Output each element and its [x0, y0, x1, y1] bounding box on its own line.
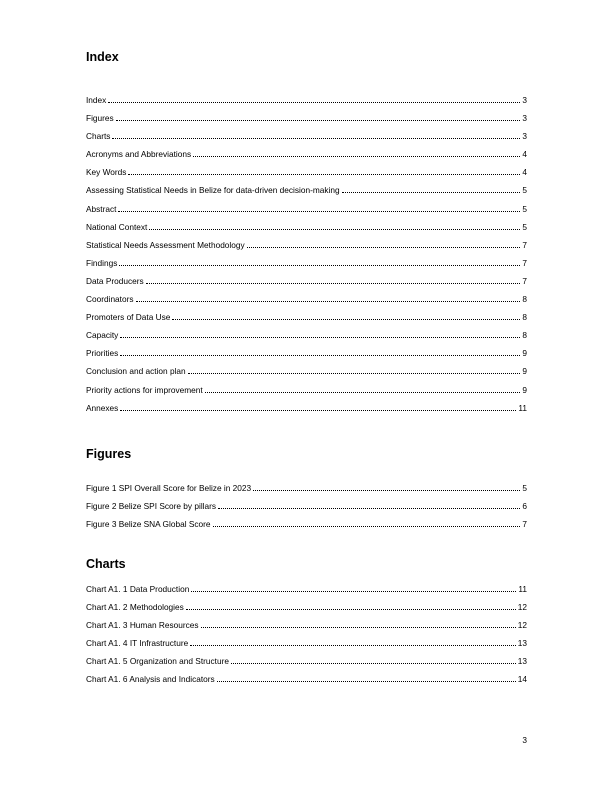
toc-entry-label: Priorities: [86, 348, 119, 359]
toc-entry-page-number: 8: [522, 330, 527, 341]
toc-entry-page-number: 9: [522, 366, 527, 377]
toc-entry[interactable]: [86, 185, 527, 203]
dot-leader: [193, 149, 520, 157]
toc-entry-label: Coordinators: [86, 294, 134, 305]
toc-entry-page-number: 7: [522, 519, 527, 530]
toc-entry-label: Annexes: [86, 402, 119, 413]
toc-entry-page-number: 7: [522, 257, 527, 268]
toc-entry-page-number: 5: [522, 185, 527, 196]
toc-entry-label: Figure 3 Belize SNA Global Score: [86, 519, 211, 530]
toc-entry[interactable]: [86, 113, 527, 131]
toc-entry-label: Chart A1. 1 Data Production: [86, 584, 190, 594]
toc-entry[interactable]: [86, 276, 527, 294]
toc-entry-label: National Context: [86, 221, 148, 232]
dot-leader: [247, 240, 521, 248]
toc-entry-page-number: 3: [522, 131, 527, 142]
toc-entry-page-number: 7: [522, 239, 527, 250]
dot-leader: [146, 276, 521, 284]
toc-entry-page-number: 11: [518, 584, 527, 594]
toc-entry[interactable]: [86, 294, 527, 312]
dot-leader: [120, 403, 516, 411]
toc-entry-label: Charts: [86, 131, 111, 142]
dot-leader: [119, 258, 520, 266]
page-number: 3: [522, 735, 527, 745]
toc-entry-page-number: 5: [522, 483, 527, 493]
toc-entry-label: Chart A1. 4 IT Infrastructure: [86, 638, 189, 649]
dot-leader: [253, 483, 520, 491]
charts-list: [86, 584, 527, 693]
dot-leader: [188, 366, 521, 374]
dot-leader: [120, 330, 520, 338]
dot-leader: [213, 519, 521, 527]
toc-entry[interactable]: [86, 403, 527, 421]
dot-leader: [118, 204, 520, 212]
dot-leader: [186, 602, 516, 610]
toc-entry[interactable]: [86, 602, 527, 620]
toc-entry[interactable]: [86, 95, 527, 113]
toc-entry-label: Conclusion and action plan: [86, 366, 186, 377]
dot-leader: [136, 294, 521, 302]
toc-entry-page-number: 5: [522, 221, 527, 232]
toc-entry-label: Priority actions for improvement: [86, 384, 203, 395]
charts-heading: Charts: [86, 557, 126, 571]
toc-entry-page-number: 14: [517, 674, 527, 685]
dot-leader: [120, 348, 520, 356]
toc-entry-page-number: 4: [522, 149, 527, 160]
toc-entry-label: Figure 2 Belize SPI Score by pillars: [86, 501, 217, 512]
toc-entry[interactable]: [86, 149, 527, 167]
toc-entry-label: Chart A1. 3 Human Resources: [86, 620, 199, 631]
dot-leader: [149, 222, 520, 230]
toc-entry[interactable]: [86, 167, 527, 185]
toc-entry[interactable]: [86, 483, 527, 501]
toc-entry-page-number: 3: [522, 95, 527, 105]
dot-leader: [108, 95, 520, 103]
toc-entry[interactable]: [86, 638, 527, 656]
dot-leader: [190, 638, 516, 646]
toc-entry[interactable]: [86, 312, 527, 330]
toc-entry-label: Promoters of Data Use: [86, 312, 171, 323]
toc-entry-label: Figure 1 SPI Overall Score for Belize in 2023: [86, 483, 252, 493]
toc-entry[interactable]: [86, 348, 527, 366]
toc-entry-label: Data Producers: [86, 275, 144, 286]
toc-entry[interactable]: [86, 330, 527, 348]
toc-entry-page-number: 8: [522, 312, 527, 323]
dot-leader: [116, 113, 521, 121]
toc-entry-page-number: 6: [522, 501, 527, 512]
toc-entry[interactable]: [86, 620, 527, 638]
dot-leader: [217, 674, 516, 682]
dot-leader: [205, 385, 521, 393]
dot-leader: [128, 167, 520, 175]
toc-entry-page-number: 5: [522, 203, 527, 214]
toc-entry-label: Index: [86, 95, 107, 105]
toc-entry-page-number: 11: [518, 402, 527, 413]
dot-leader: [201, 620, 516, 628]
toc-entry-label: Capacity: [86, 330, 119, 341]
toc-entry-page-number: 12: [517, 602, 527, 613]
toc-entry[interactable]: [86, 519, 527, 537]
toc-entry[interactable]: [86, 385, 527, 403]
dot-leader: [191, 584, 516, 592]
toc-entry[interactable]: [86, 131, 527, 149]
toc-entry-page-number: 13: [517, 638, 527, 649]
dot-leader: [172, 312, 520, 320]
toc-entry[interactable]: [86, 204, 527, 222]
toc-entry-page-number: 7: [522, 275, 527, 286]
toc-entry-label: Figures: [86, 113, 114, 124]
toc-entry[interactable]: [86, 674, 527, 692]
toc-entry[interactable]: [86, 258, 527, 276]
toc-entry-label: Acronyms and Abbreviations: [86, 149, 192, 160]
dot-leader: [342, 185, 521, 193]
dot-leader: [218, 501, 520, 509]
toc-entry-label: Statistical Needs Assessment Methodology: [86, 239, 245, 250]
figures-list: [86, 483, 527, 537]
toc-entry-page-number: 12: [517, 620, 527, 631]
index-list: [86, 95, 527, 421]
toc-entry[interactable]: [86, 366, 527, 384]
dot-leader: [231, 656, 516, 664]
toc-entry-page-number: 3: [522, 113, 527, 124]
index-heading: Index: [86, 50, 119, 64]
dot-leader: [112, 131, 520, 139]
toc-entry-page-number: 13: [517, 656, 527, 667]
toc-entry[interactable]: [86, 656, 527, 674]
figures-heading: Figures: [86, 447, 132, 461]
toc-entry[interactable]: [86, 584, 527, 602]
toc-entry-label: Assessing Statistical Needs in Belize for data-driven decision-making: [86, 185, 340, 196]
toc-entry-label: Chart A1. 6 Analysis and Indicators: [86, 674, 215, 685]
toc-entry-label: Chart A1. 2 Methodologies: [86, 602, 184, 613]
toc-entry-page-number: 9: [522, 384, 527, 395]
toc-entry[interactable]: [86, 222, 527, 240]
toc-entry[interactable]: [86, 240, 527, 258]
toc-entry-label: Chart A1. 5 Organization and Structure: [86, 656, 229, 667]
toc-entry-label: Abstract: [86, 203, 117, 214]
toc-entry-label: Findings: [86, 257, 118, 268]
toc-entry-page-number: 9: [522, 348, 527, 359]
toc-entry-label: Key Words: [86, 167, 127, 178]
toc-entry-page-number: 4: [522, 167, 527, 178]
toc-entry[interactable]: [86, 501, 527, 519]
toc-entry-page-number: 8: [522, 294, 527, 305]
